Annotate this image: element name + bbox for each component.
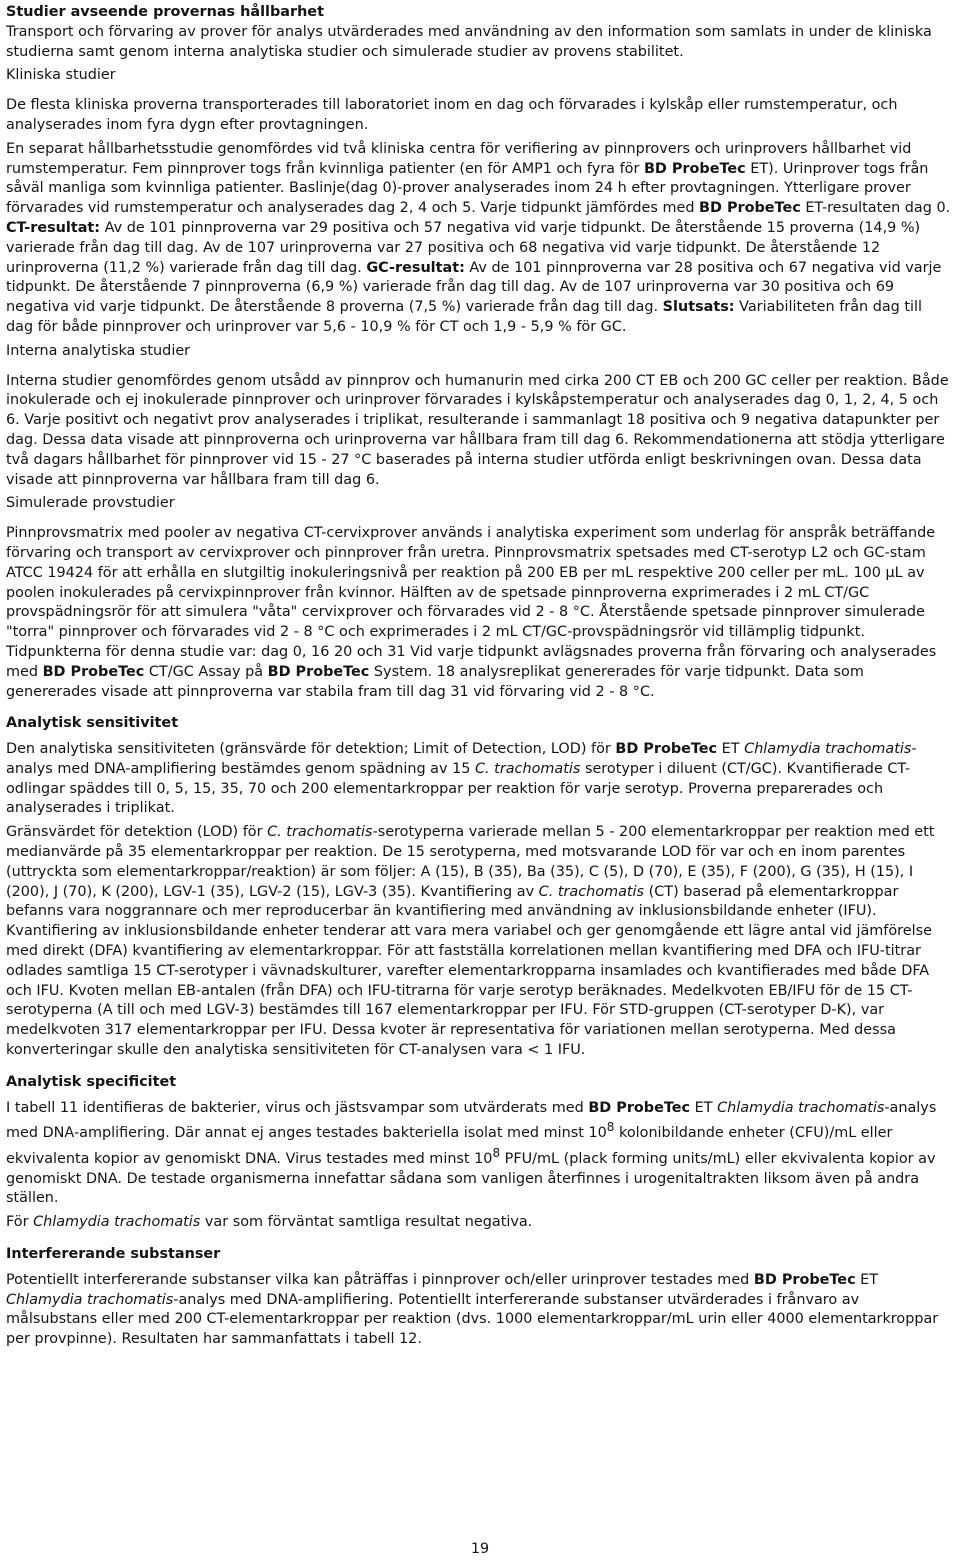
subheading-simulated-studies: Simulerade provstudier [6, 495, 175, 512]
text-run: Gränsvärdet för detektion (LOD) för [6, 824, 268, 841]
species-name: C. trachomatis [474, 760, 581, 777]
specificity-paragraph-2 [6, 1213, 951, 1233]
brand-name: BD ProbeTec [615, 741, 718, 758]
text-run: kolonibildande enheter (CFU)/mL eller ekvivalenta kopior av genomiskt DNA. Virus testades med minst 10 [6, 1125, 893, 1167]
brand-name: BD ProbeTec [267, 663, 370, 680]
text-run: Den analytiska sensitiviteten (gränsvärde för detektion; Limit of Detection, LOD) för [6, 741, 616, 758]
species-name: Chlamydia trachomatis [717, 1099, 885, 1116]
page-number: 19 [470, 1541, 490, 1557]
text-run: Av de 101 pinnproverna var 29 positiva och 57 negativa vid varje tidpunkt. De återstående 15 proverna (14,9 %) varierade från dag till dag. Av de 107 urinproverna var 27 positiva och 68 negativa vid varje tidpunkt. De återstående 12 urinproverna (11,2 %) varierade från dag till dag. [6, 219, 921, 276]
simulated-paragraph [6, 524, 951, 702]
section-title-specificity: Analytisk specificitet [6, 1073, 177, 1090]
text-run: ET [690, 1099, 718, 1116]
species-name: C. trachomatis [267, 824, 373, 841]
brand-name: BD ProbeTec [699, 200, 801, 217]
text-run: ET [855, 1271, 879, 1288]
clinical-paragraph-2 [6, 140, 951, 338]
text-run: var som förväntat samtliga resultat negativa. [200, 1214, 533, 1231]
text-run: -analys med DNA-amplifiering. Potentiellt interfererande substanser utvärderades i frånvaro av målsubstans eller med 200 CT-elementarkroppar per reaktion (dvs. 1000 elementarkroppar/mL urin eller 4000 elementarkroppar per provpinne). Resultaten har sammanfattats i tabell 12. [6, 1291, 939, 1348]
text-run: System. 18 analysreplikat genererades för varje tidpunkt. Data som genererades visade att pinnproverna var stabila fram till dag 31 vid förvaring vid 2 - 8 °C. [6, 663, 864, 700]
text-run: -serotyperna varierade mellan 5 - 200 elementarkroppar per reaktion med ett medianvärde på 35 elementarkroppar per reaktion. De 15 serotyperna, med motsvarande LOD för var och en inom parentes (uttryckta som elementarkroppar/reaktion) är som följer: A (15), B (35), Ba (35), C (5), D (70), E (35), F (200), G (35), H (15), I (200), J (70), K (200), LGV-1 (35), LGV-2 (15), LGV-3 (35). Kvantifiering av [6, 824, 935, 900]
subheading-internal-studies: Interna analytiska studier [6, 342, 191, 359]
brand-name: BD ProbeTec [753, 1271, 856, 1288]
species-name: Chlamydia trachomatis [6, 1291, 174, 1308]
text-run: CT/GC Assay på [144, 663, 268, 680]
text-run: serotyper i diluent (CT/GC). Kvantifierade CT-odlingar späddes till 0, 5, 15, 35, 70 och 200 elementarkroppar per reaktion för varje serotyp. Proverna preparerades och analyserades i triplikat. [6, 760, 911, 817]
brand-name: BD ProbeTec [643, 160, 746, 177]
brand-name: BD ProbeTec [588, 1099, 691, 1116]
text-run: För [6, 1214, 34, 1231]
subheading-clinical-studies: Kliniska studier [6, 67, 116, 84]
clinical-paragraph-1: De flesta kliniska proverna transporterades till laboratoriet inom en dag och förvarades i kylskåp eller rumstemperatur, och analyserades inom fyra dygn efter provtagningen. [6, 97, 898, 133]
species-name: C. trachomatis [538, 883, 645, 900]
text-run: ET [717, 741, 745, 758]
exponent: 8 [606, 1120, 615, 1135]
exponent: 8 [492, 1146, 501, 1161]
brand-name: BD ProbeTec [42, 663, 145, 680]
internal-paragraph: Interna studier genomfördes genom utsådd av pinnprov och humanurin med cirka 200 CT EB och 200 GC celler per reaktion. Både inokulerade och ej inokulerade pinnprover och urinprover förvarades i kylskåpstemperatur och analyserades dag 0, 1, 2, 4, 5 och 6. Varje positivt och negativt prov analyserades i triplikat, resulterande i sammanlagt 18 positiva och 9 negativa datapunkter per dag. Dessa data visade att pinnproverna och urinproverna var hållbara fram till dag 6. Rekommendationerna att stödja ytterligare två dagars hållbarhet för pinnprover vid 15 - 27 °C baserades på interna studier utförda enligt beskrivningen ovan. Dessa data visade att pinnproverna var hållbara fram till dag 6. [6, 372, 949, 488]
stability-intro: Transport och förvaring av prover för analys utvärderades med användning av den information som samlats in under de kliniska studierna samt genom interna analytiska studier och simulerade studier av provens stabilitet. [6, 23, 932, 60]
text-run: Variabiliteten från dag till dag för både pinnprover och urinprover var 5,6 - 10,9 % för CT och 1,9 - 5,9 % för GC. [6, 299, 923, 335]
interfering-paragraph [6, 1271, 951, 1350]
species-name: Chlamydia trachomatis [744, 741, 912, 758]
text-run: Potentiellt interfererande substanser vilka kan påträffas i pinnprover och/eller urinprover testades med [6, 1271, 754, 1288]
text-run: I tabell 11 identifieras de bakterier, virus och jästsvampar som utvärderats med [6, 1099, 589, 1116]
text-run: Pinnprovsmatrix med pooler av negativa CT-cervixprover används i analytiska experiment som underlag för anspråk beträffande förvaring och transport av cervixprover och pinnprover från uretra. Pinnprovsmatrix spetsades med CT-serotyp L2 och GC-stam ATCC 19424 för att erhålla en slutgiltig inokuleringsnivå per reaktion på 200 EB per mL respektive 200 celler per mL. 100 µL av poolen inokulerades på cervixpinnprover från kvinnor. Hälften av de spetsade pinnproverna exprimerades i 2 mL CT/GC provspädningsrör för att simulera "våta" cervixprover och förvarades vid 2 - 8 °C. Återstående spetsade pinnprover simulerade "torra" pinnprover och förvarades vid 2 - 8 °C och exprimerades i 2 mL CT/GC-provspädningsrör vid tillämplig tidpunkt. Tidpunkterna för denna studie var: dag 0, 16 20 och 31 Vid varje tidpunkt avlägsnades proverna från förvaring och analyserades med [6, 525, 937, 680]
text-run: ET). Urinprover togs från såväl manliga som kvinnliga patienter. Baslinje(dag 0)-prover analyserades inom 24 h efter provtagningen. Ytterligare prover förvarades vid rumstemperatur och analyserades dag 2, 4 och 5. Varje tidpunkt jämfördes med [6, 160, 929, 217]
text-run: -analys med DNA-amplifiering bestämdes genom spädning av 15 [6, 741, 917, 777]
text-run: En separat hållbarhetsstudie genomfördes vid två kliniska centra för verifiering av pinnprovers och urinprovers hållbarhet vid rumstemperatur. Fem pinnprover togs från kvinnliga patienter (en för AMP1 och fyra för [6, 140, 912, 177]
text-run: ET-resultaten dag 0. [800, 200, 951, 217]
species-name: Chlamydia trachomatis [33, 1214, 201, 1231]
text-run: Av de 101 pinnproverna var 28 positiva och 67 negativa vid varje tidpunkt. De återstående 7 pinnproverna (6,9 %) varierade från dag till dag. Av de 107 urinproverna var 30 positiva och 69 negativa vid varje tidpunkt. De återstående 8 proverna (7,5 %) varierade från dag till dag. [6, 259, 942, 316]
section-title-interfering: Interfererande substanser [6, 1246, 221, 1263]
sensitivity-paragraph-1 [6, 740, 951, 819]
ct-result-label: CT-resultat: [6, 219, 101, 236]
text-run: PFU/mL (plack forming units/mL) eller ekvivalenta kopior av genomiskt DNA. De testade organismerna innefattar sådana som vanligen återfinnes i urogenitaltrakten liksom även på andra ställen. [6, 1150, 936, 1207]
text-run: -analys med DNA-amplifiering. Där annat ej anges testades bakteriella isolat med minst 10 [6, 1099, 937, 1142]
section-title-stability: Studier avseende provernas hållbarhet [6, 4, 324, 20]
sensitivity-paragraph-2 [6, 823, 951, 1061]
text-run: (CT) baserad på elementarkroppar befanns vara noggrannare och mer reproducerbar än kvantifiering med användning av inklusionsbildande enheter (IFU). Kvantifiering av inklusionsbildande enheter tenderar att vara mera variabel och ger genomgående ett lägre antal vid jämförelse med direkt (DFA) kvantifiering av elementarkroppar. För att fastställa korrelationen mellan kvantifiering med DFA och IFU-titrar odlades samtliga 15 CT-serotyper i vävnadskulturer, varefter elementarkropparna insamlades och kvantifierades med både DFA och IFU. Kvoten mellan EB-antalen (från DFA) och IFU-titrarna för varje serotyp beräknades. Medelkvoten EB/IFU för de 15 CT-serotyperna (A till och med LGV-3) bestämdes till 167 elementarkroppar per IFU. För STD-gruppen (CT-serotyper D-K), var medelkvoten 317 elementarkroppar per IFU. Dessa kvoter är representativa för variationen mellan serotyperna. Med dessa konverteringar skulle den analytiska sensitiviteten för CT-analysen vara < 1 IFU. [6, 883, 932, 1059]
section-title-sensitivity: Analytisk sensitivitet [6, 715, 179, 732]
specificity-paragraph-1 [6, 1099, 951, 1210]
conclusion-label: Slutsats: [662, 299, 735, 316]
gc-result-label: GC-resultat: [366, 259, 465, 276]
